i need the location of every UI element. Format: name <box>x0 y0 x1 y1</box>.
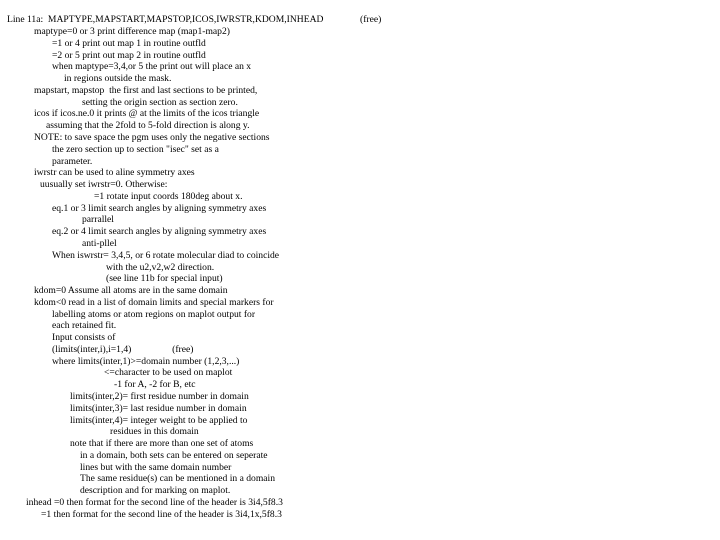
text-line: with the u2,v2,w2 direction. <box>106 262 215 273</box>
text-line: kdom<0 read in a list of domain limits and special markers for <box>34 297 274 308</box>
text-line: uusually set iwrstr=0. Otherwise: <box>40 179 168 190</box>
text-line: kdom=0 Assume all atoms are in the same domain <box>34 285 228 296</box>
text-line: NOTE: to save space the pgm uses only the negative sections <box>34 132 270 143</box>
text-line: =1 then format for the second line of the header is 3i4,1x,5f8.3 <box>41 509 282 520</box>
text-line: where limits(inter,1)>=domain number (1,2,3,...) <box>52 356 240 367</box>
text-line: when maptype=3,4,or 5 the print out will place an x <box>52 61 252 72</box>
text-line: lines but with the same domain number <box>80 462 232 473</box>
text-line: eq.2 or 4 limit search angles by aligning symmetry axes <box>52 226 267 237</box>
text-line: mapstart, mapstop the first and last sections to be printed, <box>34 85 258 96</box>
text-line: assuming that the 2fold to 5-fold direction is along y. <box>46 120 250 131</box>
text-line: -1 for A, -2 for B, etc <box>114 379 196 390</box>
text-line: limits(inter,2)= first residue number in domain <box>70 391 249 402</box>
text-line: limits(inter,3)= last residue number in domain <box>70 403 247 414</box>
text-line: maptype=0 or 3 print difference map (map1-map2) <box>34 26 230 37</box>
text-line: each retained fit. <box>52 320 117 331</box>
text-line: <=character to be used on maplot <box>104 367 233 378</box>
text-line: (limits(inter,i),i=1,4) (free) <box>52 344 194 355</box>
text-line: =1 or 4 print out map 1 in routine outfld <box>52 38 206 49</box>
text-line: =2 or 5 print out map 2 in routine outfld <box>52 50 206 61</box>
text-line: labelling atoms or atom regions on maplot output for <box>52 309 256 320</box>
text-line: residues in this domain <box>110 426 199 437</box>
text-line: setting the origin section as section zero. <box>82 97 238 108</box>
text-line: inhead =0 then format for the second line of the header is 3i4,5f8.3 <box>26 497 283 508</box>
text-line: limits(inter,4)= integer weight to be applied to <box>70 415 248 426</box>
text-line: note that if there are more than one set of atoms <box>70 438 254 449</box>
text-line: description and for marking on maplot. <box>80 485 231 496</box>
text-line: (see line 11b for special input) <box>106 273 223 284</box>
text-line: When iswrstr= 3,4,5, or 6 rotate molecular diad to coincide <box>52 250 280 261</box>
text-line: iwrstr can be used to aline symmetry axes <box>34 167 195 178</box>
text-line: eq.1 or 3 limit search angles by aligning symmetry axes <box>52 203 267 214</box>
text-line: in regions outside the mask. <box>64 73 172 84</box>
free-format-tag: (free) <box>360 14 382 25</box>
text-line: Line 11a: MAPTYPE,MAPSTART,MAPSTOP,ICOS,IWRSTR,KDOM,INHEAD <box>7 14 324 25</box>
text-line: The same residue(s) can be mentioned in a domain <box>80 473 276 484</box>
text-line: in a domain, both sets can be entered on seperate <box>80 450 268 461</box>
text-line: the zero section up to section "isec" set as a <box>52 144 219 155</box>
text-line: parrallel <box>82 214 114 225</box>
text-line: Input consists of <box>52 332 116 343</box>
text-line: =1 rotate input coords 180deg about x. <box>94 191 243 202</box>
text-line: anti-pllel <box>82 238 117 249</box>
text-line: icos if icos.ne.0 it prints @ at the limits of the icos triangle <box>34 108 260 119</box>
text-line: parameter. <box>52 156 93 167</box>
